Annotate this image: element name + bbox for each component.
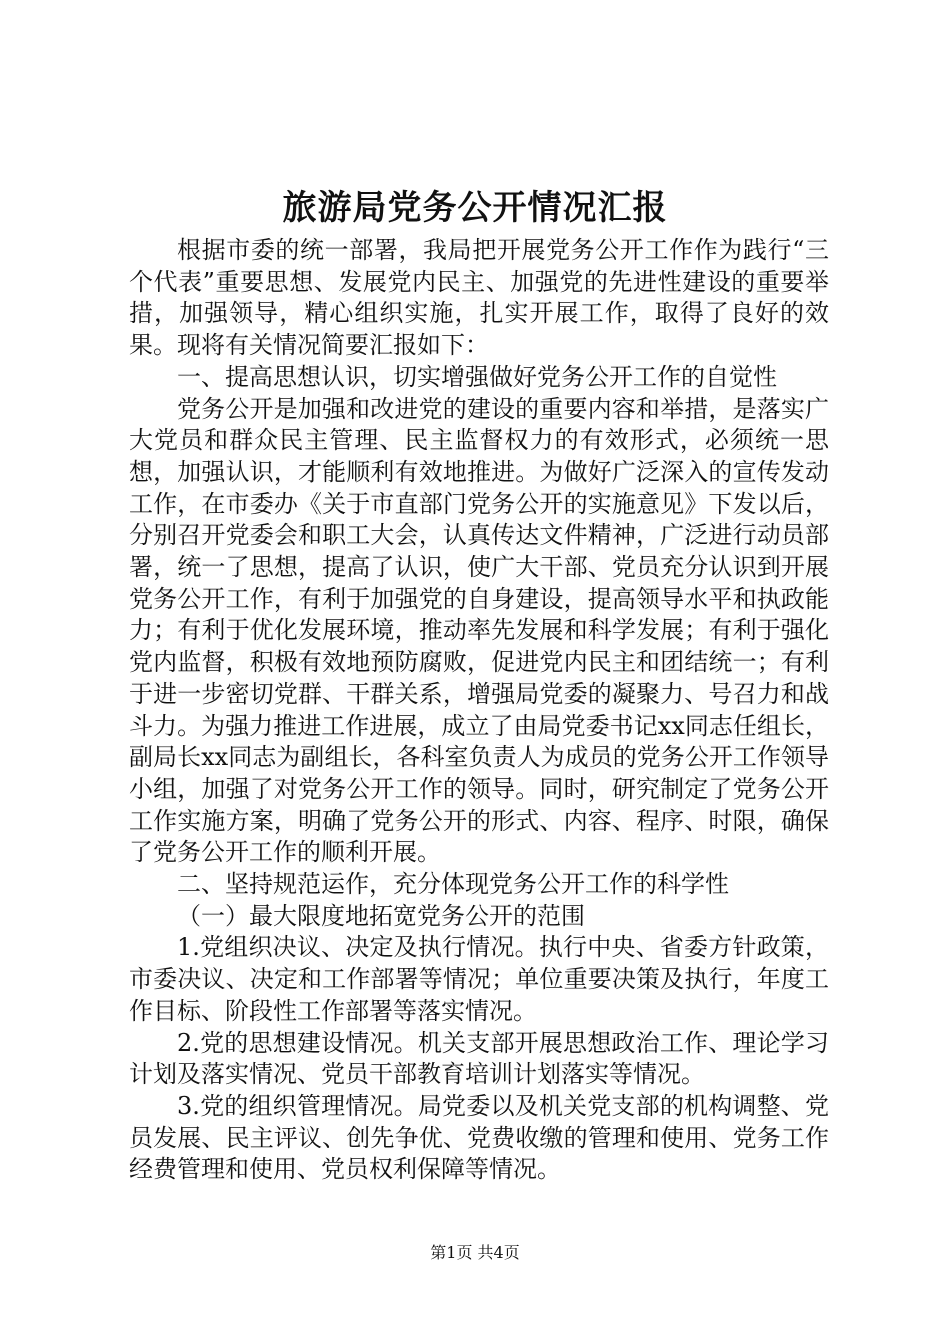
document-title: 旅游局党务公开情况汇报 [282,188,668,228]
section-heading: 二、坚持规范运作，充分体现党务公开工作的科学性 [177,870,729,899]
paragraph: 党务公开是加强和改进党的建设的重要内容和举措，是落实广大党员和群众民主管理、民主监督权力的有效形式，必须统一思想，加强认识，才能顺利有效地推进。为做好广泛深入的宣传发动工作，在市委办《关于市直部门党务公开的实施意见》下发以后，分别召开党委会和职工大会，认真传达文件精神，广泛进行动员部署，统一了思想，提高了认识，使广大干部、党员充分认识到开展党务公开工作，有利于加强党的自身建设，提高领导水平和执政能力；有利于优化发展环境，推动率先发展和科学发展；有利于强化党内监督，积极有效地预防腐败，促进党内民主和团结统一；有利于进一步密切党群、干群关系，增强局党委的凝聚力、号召力和战斗力。为强力推进工作进展，成立了由局党委书记xx同志任组长，副局长xx同志为副组长，各科室负责人为成员的党务公开工作领导小组，加强了对党务公开工作的领导。同时，研究制定了党务公开工作实施方案，明确了党务公开的形式、内容、程序、时限，确保了党务公开工作的顺利开展。 [129,394,829,867]
subsection-heading: （一）最大限度地拓宽党务公开的范围 [177,901,585,930]
list-item: 1.党组织决议、决定及执行情况。执行中央、省委方针政策，市委决议、决定和工作部署等情况；单位重要决策及执行，年度工作目标、阶段性工作部署等落实情况。 [129,933,829,1025]
page-footer: 第1页 共4页 [430,1243,520,1262]
list-item: 3.党的组织管理情况。局党委以及机关党支部的机构调整、党员发展、民主评议、创先争优、党费收缴的管理和使用、党务工作经费管理和使用、党员权利保障等情况。 [129,1091,829,1184]
paragraph: 根据市委的统一部署，我局把开展党务公开工作作为践行“三个代表”重要思想、发展党内民主、加强党的先进性建设的重要举措，加强领导，精心组织实施，扎实开展工作，取得了良好的效果。现将有关情况简要汇报如下： [129,236,829,360]
section-heading: 一、提高思想认识，切实增强做好党务公开工作的自觉性 [177,362,777,391]
document-body [129,235,829,1186]
list-item: 2.党的思想建设情况。机关支部开展思想政治工作、理论学习计划及落实情况、党员干部教育培训计划落实等情况。 [129,1028,829,1089]
